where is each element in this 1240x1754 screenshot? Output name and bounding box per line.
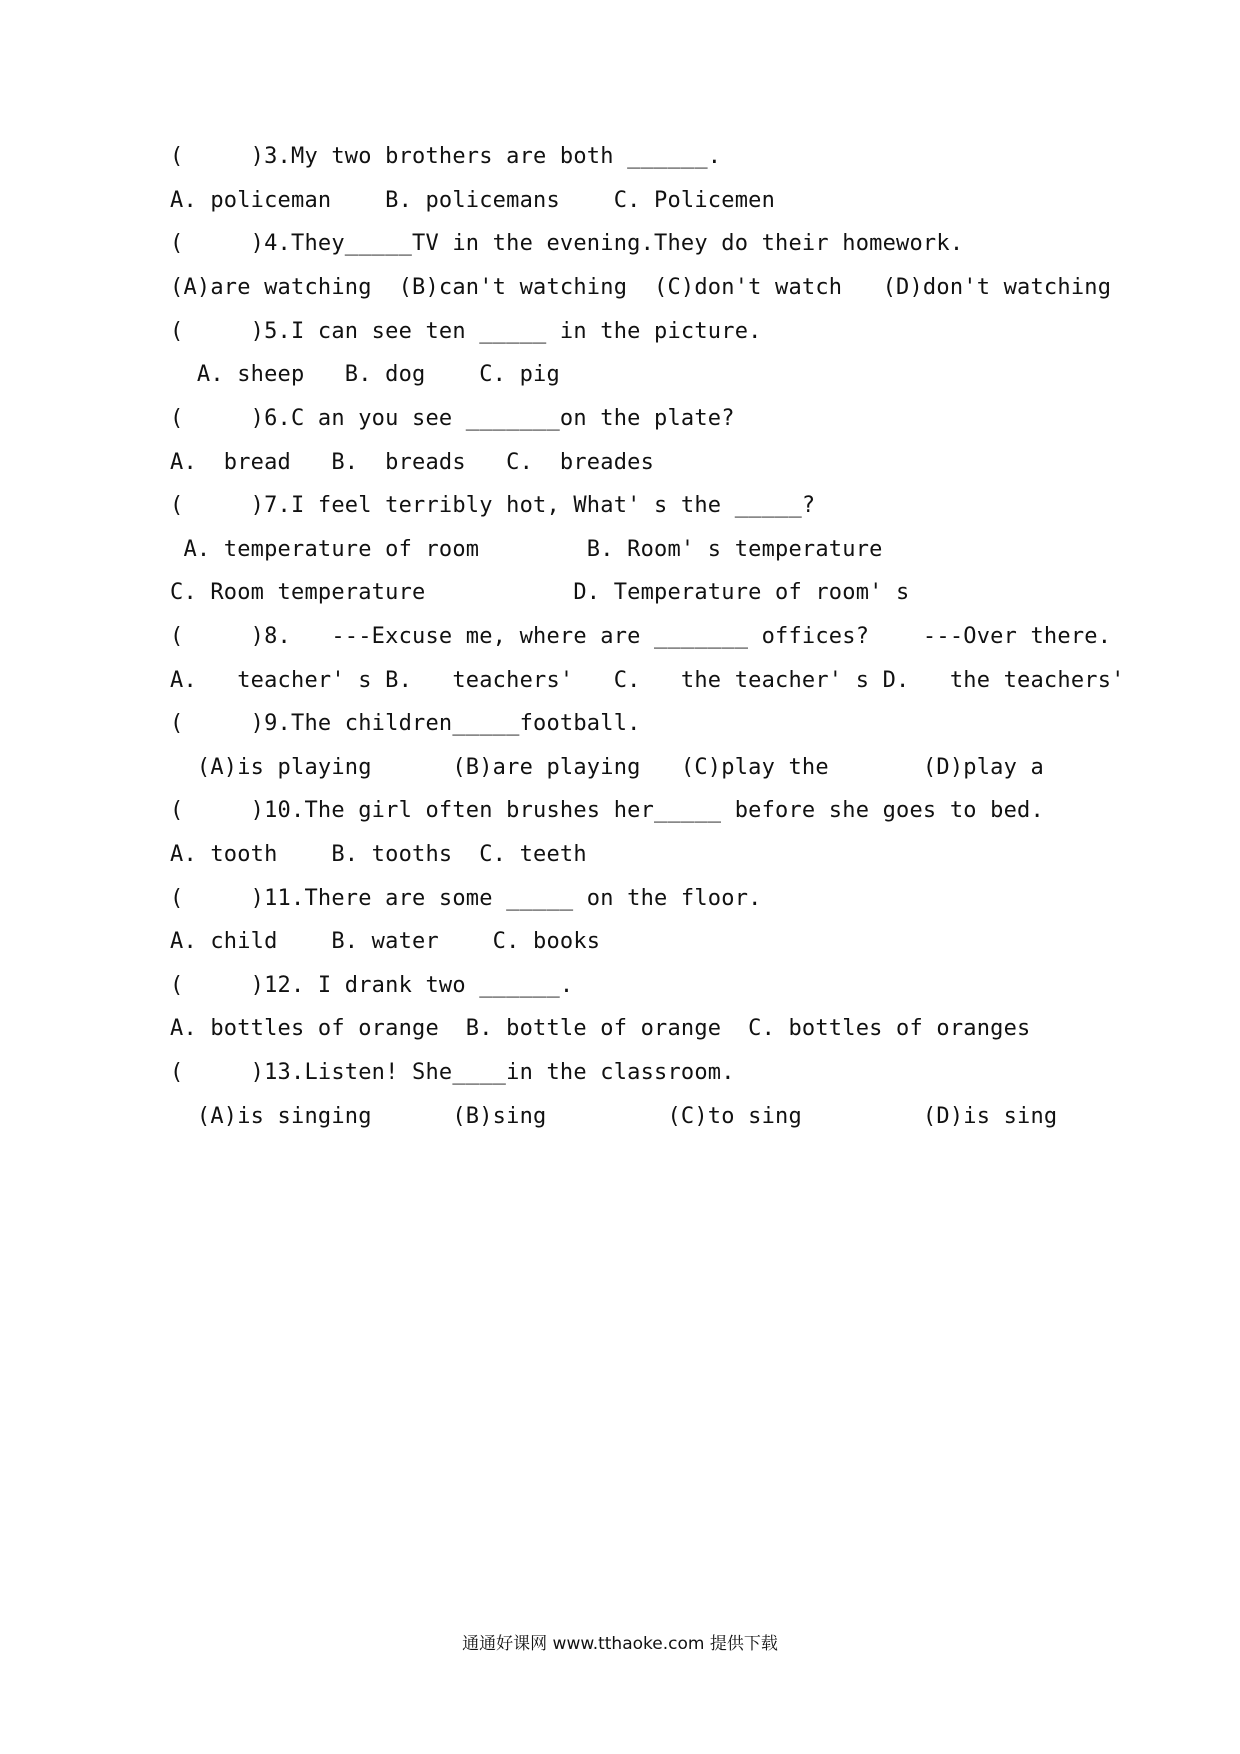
question-options: A. tooth B. tooths C. teeth: [170, 842, 587, 867]
question-options: (A)are watching (B)can't watching (C)don't watch (D)don't watching: [170, 275, 1112, 300]
question-stem: ( )6.C an you see _______on the plate?: [170, 406, 735, 431]
question-stem: ( )13.Listen! She____in the classroom.: [170, 1060, 735, 1085]
question-options: A. temperature of room B. Room' s temperature: [170, 537, 883, 562]
question-options: A. sheep B. dog C. pig: [170, 362, 560, 387]
question-options: (A)is singing (B)sing (C)to sing (D)is sing: [170, 1104, 1058, 1129]
question-stem: ( )12. I drank two ______.: [170, 973, 574, 998]
question-options: A. bread B. breads C. breades: [170, 450, 655, 475]
question-options: (A)is playing (B)are playing (C)play the (D)play a: [170, 755, 1044, 780]
question-stem: ( )4.They_____TV in the evening.They do their homework.: [170, 231, 964, 256]
question-stem: ( )8. ---Excuse me, where are _______ offices? ---Over there.: [170, 624, 1112, 649]
question-options: A. policeman B. policemans C. Policemen: [170, 188, 776, 213]
question-stem: ( )9.The children_____football.: [170, 711, 641, 736]
question-stem: ( )11.There are some _____ on the floor.: [170, 886, 762, 911]
question-stem: ( )10.The girl often brushes her_____ before she goes to bed.: [170, 798, 1044, 823]
page-footer: 通通好课网 www.tthaoke.com 提供下载: [462, 1634, 778, 1654]
question-stem: ( )3.My two brothers are both ______.: [170, 144, 722, 169]
question-options: A. bottles of orange B. bottle of orange C. bottles of oranges: [170, 1016, 1031, 1041]
question-options: C. Room temperature D. Temperature of room' s: [170, 580, 910, 605]
question-options: A. teacher' s B. teachers' C. the teacher' s D. the teachers': [170, 668, 1125, 693]
question-options: A. child B. water C. books: [170, 929, 601, 954]
question-stem: ( )5.I can see ten _____ in the picture.: [170, 319, 762, 344]
question-stem: ( )7.I feel terribly hot, What' s the _____?: [170, 493, 816, 518]
